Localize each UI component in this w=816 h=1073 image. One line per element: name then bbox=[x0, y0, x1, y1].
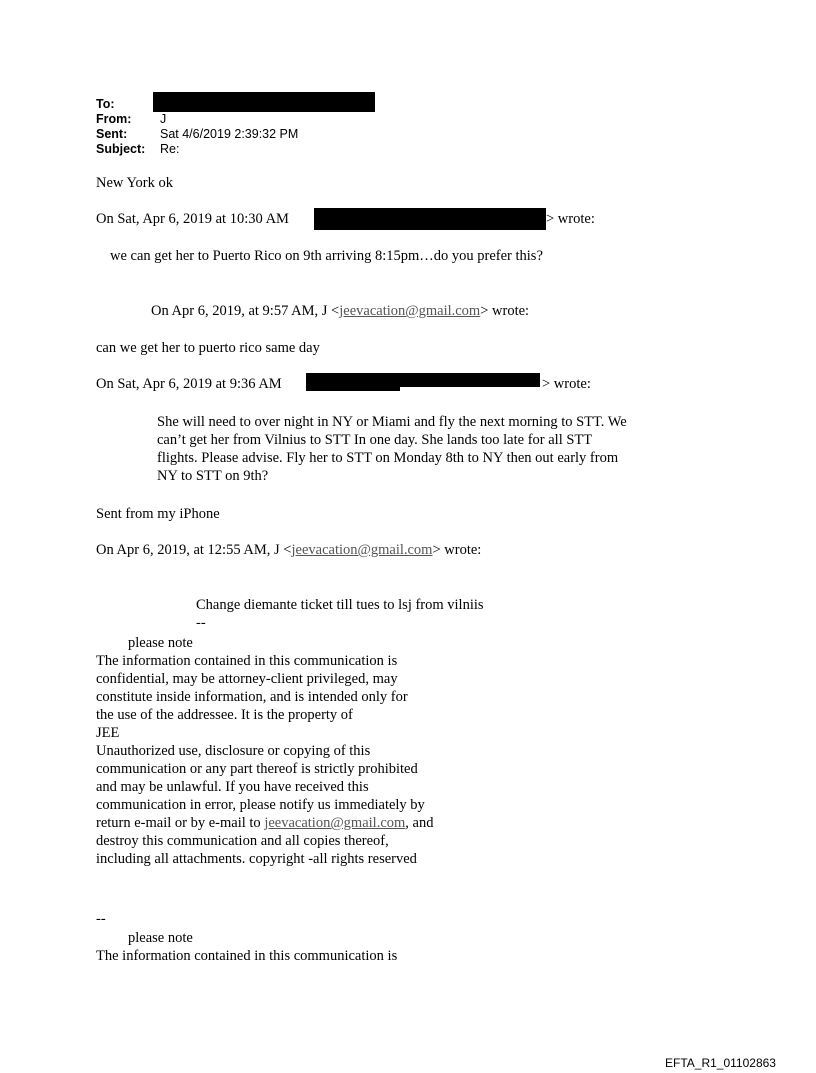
quote3-wrote: > wrote: bbox=[542, 376, 591, 392]
disclaimer-line-10: return e-mail or by e-mail to jeevacation@gmail.com, and bbox=[96, 815, 434, 831]
disclaimer-line-11: destroy this communication and all copies thereof, bbox=[96, 833, 389, 849]
please-note-2: please note bbox=[128, 930, 193, 946]
quote3-line-4: NY to STT on 9th? bbox=[157, 468, 269, 484]
document-id: EFTA_R1_01102863 bbox=[665, 1056, 776, 1070]
quote2-email-link[interactable]: jeevacation@gmail.com bbox=[339, 303, 481, 319]
disclaimer-email-link[interactable]: jeevacation@gmail.com bbox=[264, 815, 406, 831]
quote1-wrote: > wrote: bbox=[546, 211, 595, 227]
quote2-text: can we get her to puerto rico same day bbox=[96, 340, 320, 356]
disclaimer-line-3: constitute inside information, and is intended only for bbox=[96, 689, 408, 705]
disclaimer-block bbox=[96, 652, 433, 868]
subject-label: Subject: bbox=[96, 142, 146, 156]
quote4-email-link[interactable]: jeevacation@gmail.com bbox=[291, 542, 433, 558]
disclaimer-line-2: confidential, may be attorney-client privileged, may bbox=[96, 671, 398, 687]
quote2-intro: On Apr 6, 2019, at 9:57 AM, J <jeevacation@gmail.com> wrote: bbox=[151, 303, 530, 319]
sent-value: Sat 4/6/2019 2:39:32 PM bbox=[160, 127, 299, 141]
from-label: From: bbox=[96, 112, 132, 126]
quote3-line-2: can’t get her from Vilnius to STT In one day. She lands too late for all STT bbox=[157, 432, 593, 448]
disclaimer-line-12: including all attachments. copyright -all rights reserved bbox=[96, 851, 417, 867]
redaction-quote3a bbox=[306, 373, 400, 391]
quote3-intro: On Sat, Apr 6, 2019 at 9:36 AM bbox=[96, 376, 282, 392]
to-label: To: bbox=[96, 97, 115, 111]
disclaimer-line-7: communication or any part thereof is strictly prohibited bbox=[96, 761, 418, 777]
quote1-text: we can get her to Puerto Rico on 9th arriving 8:15pm…do you prefer this? bbox=[110, 248, 543, 264]
disclaimer-line-5: JEE bbox=[96, 725, 120, 741]
redaction-quote1 bbox=[314, 208, 546, 230]
sent-label: Sent: bbox=[96, 127, 128, 141]
redaction-to bbox=[153, 92, 375, 112]
disclaimer-line-9: communication in error, please notify us immediately by bbox=[96, 797, 425, 813]
reply-text: New York ok bbox=[96, 175, 173, 191]
subject-value: Re: bbox=[160, 142, 180, 156]
from-value: J bbox=[160, 112, 167, 126]
quote4-intro: On Apr 6, 2019, at 12:55 AM, J <jeevacation@gmail.com> wrote: bbox=[96, 542, 482, 558]
quote4-text: Change diemante ticket till tues to lsj from vilniis bbox=[196, 597, 484, 613]
disclaimer-line-4: the use of the addressee. It is the property of bbox=[96, 707, 353, 723]
disclaimer-line-8: and may be unlawful. If you have received this bbox=[96, 779, 369, 795]
signature-dashes: -- bbox=[196, 615, 206, 631]
quote3-line-1: She will need to over night in NY or Miami and fly the next morning to STT. We bbox=[157, 414, 627, 430]
disclaimer-line-1: The information contained in this communication is bbox=[96, 653, 398, 669]
quote3-line-3: flights. Please advise. Fly her to STT on Monday 8th to NY then out early from bbox=[157, 450, 619, 466]
disclaimer-2-line-1: The information contained in this communication is bbox=[96, 948, 398, 964]
sent-from-line: Sent from my iPhone bbox=[96, 506, 220, 522]
please-note: please note bbox=[128, 635, 193, 651]
disclaimer-line-6: Unauthorized use, disclosure or copying of this bbox=[96, 743, 371, 759]
redaction-quote3b bbox=[400, 373, 540, 387]
signature-dashes-2: -- bbox=[96, 911, 106, 927]
quote1-intro: On Sat, Apr 6, 2019 at 10:30 AM bbox=[96, 211, 289, 227]
